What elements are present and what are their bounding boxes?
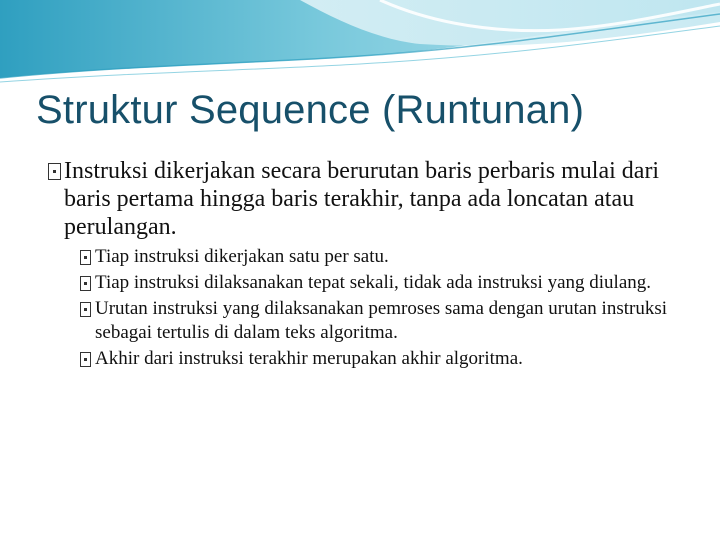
bullet-text: Akhir dari instruksi terakhir merupakan akhir algoritma.: [95, 348, 523, 369]
bullet-text: Tiap instruksi dilaksanakan tepat sekali, tidak ada instruksi yang diulang.: [95, 272, 652, 293]
header-wave-decoration: [0, 0, 720, 90]
bullet-marker-icon: [80, 352, 91, 367]
bullet-marker-icon: [80, 276, 91, 291]
bullet-text: Urutan instruksi yang dilaksanakan pemroses sama dengan urutan instruksi sebagai tertulis di dalam teks algoritma.: [95, 298, 667, 343]
sub-bullet-item: [0, 297, 720, 345]
bullet-marker-icon: [80, 250, 91, 265]
sub-bullet-item: [0, 347, 720, 371]
bullet-text: Instruksi dikerjakan secara berurutan baris perbaris mulai dari baris pertama hingga baris terakhir, tanpa ada loncatan atau perulangan.: [64, 158, 660, 240]
slide-title: Struktur Sequence (Runtunan): [36, 88, 585, 132]
sub-bullet-item: [0, 271, 720, 295]
bullet-text: Tiap instruksi dikerjakan satu per satu.: [95, 246, 389, 267]
bullet-item: [0, 157, 720, 241]
bullet-list: [0, 157, 720, 373]
bullet-marker-icon: [48, 163, 61, 180]
bullet-marker-icon: [80, 302, 91, 317]
sub-bullet-item: [0, 245, 720, 269]
